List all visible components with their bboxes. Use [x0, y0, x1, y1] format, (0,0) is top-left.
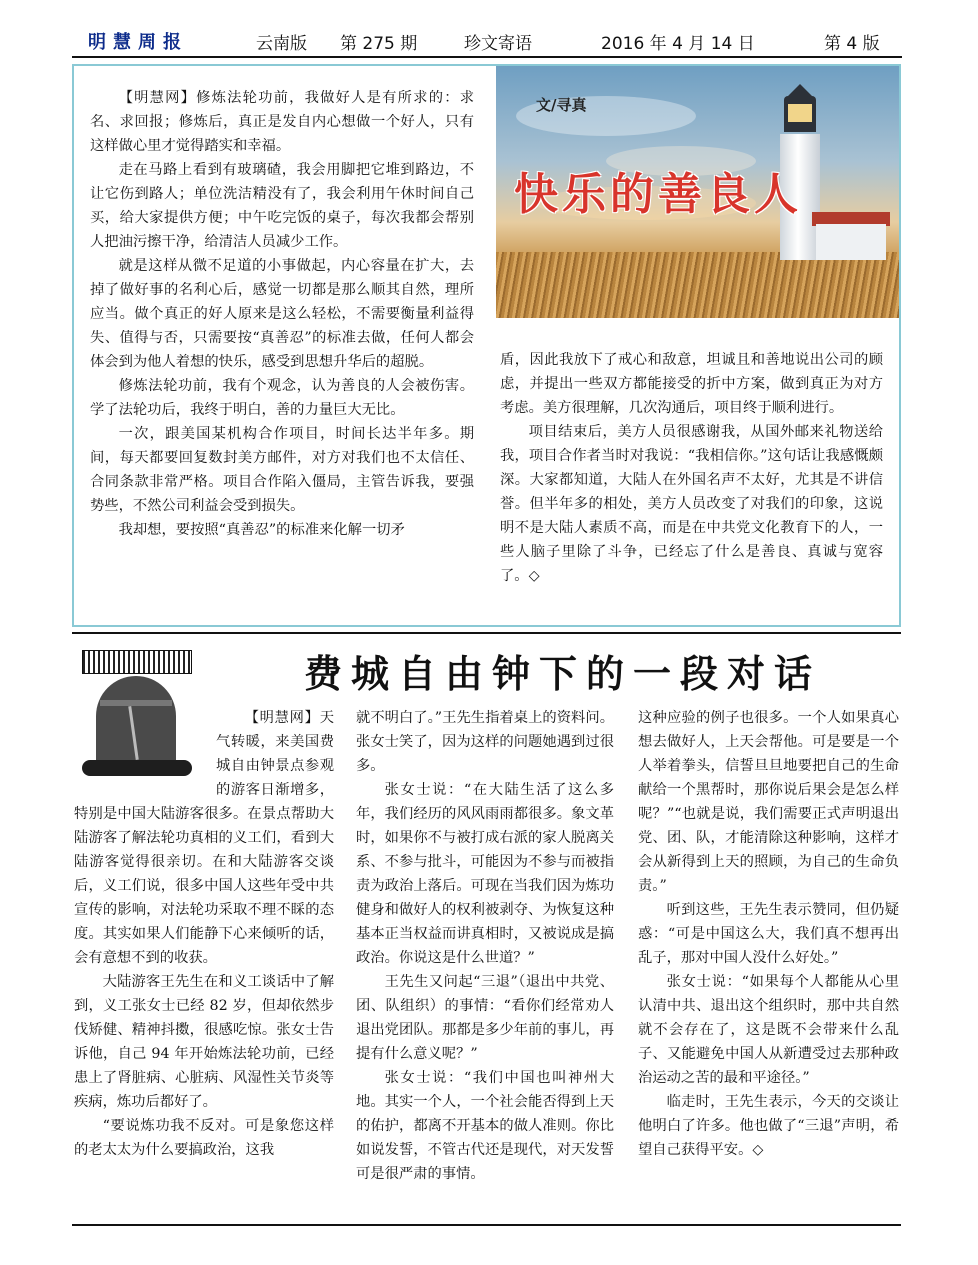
wheat-field: [496, 252, 899, 318]
paragraph: 王先生又问起“三退”（退出中共党、团、队组织）的事情：“看你们经常劝人退出党团队。那都是多少年前的事儿，再提有什么意义呢？”: [356, 974, 614, 1062]
paragraph: 就不明白了。”王先生指着桌上的资料问。张女士笑了，因为这样的问题她遇到过很多。: [356, 710, 614, 774]
article2-column-2: [356, 706, 614, 1186]
paragraph: 张女士说：“在大陆生活了这么多年，我们经历的风风雨雨都很多。象文革时，如果你不与被打成右派的家人脱离关系、不参与批斗，可能因为不参与而被指责为政治上落后。可现在当我们因为炼功健身和做好人的权利被剥夺、为恢复这种基本正当权益而讲真相时，又被说成是搞政治。你说这是什么世道？”: [356, 782, 614, 966]
paragraph: 张女士说：“如果每个人都能从心里认清中共、退出这个组织时，那中共自然就不会存在了，这是既不会带来什么乱子、又能避免中国人从新遭受过去那种政治运动之苦的最和平途径。”: [638, 974, 899, 1086]
paragraph: 临走时，王先生表示，今天的交谈让他明白了许多。他也做了“三退”声明，希望自己获得平安。◇: [638, 1094, 899, 1158]
paragraph: 项目结束后，美方人员很感谢我，从国外邮来礼物送给我，项目合作者当时对我说：“我相信你。”这句话让我感慨颇深。大家都知道，大陆人在外国名声不太好，尤其是不讲信誉。但半年多的相处，美方人员改变了对我们的印象，这说明不是大陆人素质不高，而是在中共党文化教育下的人，一些人脑子里除了斗争，已经忘了什么是善良、真诚与宽容了。◇: [500, 424, 883, 584]
article-title: 费城自由钟下的一段对话: [304, 652, 822, 696]
column-name: 珍文寄语: [464, 34, 532, 54]
paragraph: 盾，因此我放下了戒心和敌意，坦诚且和善地说出公司的顾虑，并提出一些双方都能接受的折中方案，做到真正为对方考虑。美方很理解，几次沟通后，项目终于顺利进行。: [500, 352, 883, 416]
article-title: 快乐的善良人: [514, 169, 802, 220]
paragraph: 这种应验的例子也很多。一个人如果真心想去做好人，上天会帮他。可是要是一个人举着拳头，信誓旦旦地要把自己的生命献给一个黑帮时，那你说后果会是怎么样呢？”“也就是说，我们需要正式声明退出党、团、队，才能清除这种影响，这样才会从新得到上天的照顾，为自己的生命负责。”: [638, 710, 899, 894]
issue-number: 第 275 期: [340, 34, 418, 54]
paragraph: 走在马路上看到有玻璃碴，我会用脚把它堆到路边，不让它伤到路人；单位洗洁精没有了，我会利用午休时间自己买，给大家提供方便；中午吃完饭的桌子，每次我都会帮别人把油污擦干净，给清洁人员减少工作。: [90, 162, 474, 250]
article1-right-column: [500, 348, 883, 588]
paragraph: 【明慧网】天气转暖，来美国费城自由钟景点参观的游客日渐增多，特别是中国大陆游客很多。在景点帮助大陆游客了解法轮功真相的义工们，看到大陆游客觉得很亲切。在和大陆游客交谈后，义工们说，很多中国人这些年受中共宣传的影响，对法轮功采取不理不睬的态度。其实如果人们能静下心来倾听的话，会有意想不到的收获。: [74, 710, 334, 966]
paragraph: “要说炼功我不反对。可是象您这样的老太太为什么要搞政治，这我: [74, 1118, 334, 1158]
article1-left-column: [90, 86, 474, 542]
paragraph: 一次，跟美国某机构合作项目，时间长达半年多。期间，每天都要回复数封美方邮件，对方对我们也不太信任、合同条款非常严格。项目合作陷入僵局，主管告诉我，要强势些，不然公司利益会受到损失。: [90, 426, 474, 514]
paragraph: 修炼法轮功前，我有个观念，认为善良的人会被伤害。学了法轮功后，我终于明白，善的力量巨大无比。: [90, 378, 474, 418]
issue-date: 2016 年 4 月 14 日: [601, 34, 755, 54]
keeper-house: [816, 224, 886, 260]
paragraph: 张女士说：“我们中国也叫神州大地。其实一个人，一个社会能否得到上天的佑护，都离不开基本的做人准则。你比如说发誓，不管古代还是现代，对天发誓可是很严肃的事情。: [356, 1070, 614, 1182]
paragraph: 我却想，要按照“真善忍”的标准来化解一切矛: [118, 522, 405, 538]
edition-label: 云南版: [256, 34, 307, 54]
paragraph: 【明慧网】修炼法轮功前，我做好人是有所求的：求名、求回报；修炼后，真正是发自内心想做一个好人，只有这样做心里才觉得踏实和幸福。: [90, 90, 474, 154]
paragraph: 大陆游客王先生在和义工谈话中了解到，义工张女士已经 82 岁，但却依然步伐矫健、精神抖擞，很感吃惊。张女士告诉他，自己 94 年开始炼法轮功前，已经患上了肾脏病、心脏病、风湿性关节炎等疾病，炼功后都好了。: [74, 974, 334, 1110]
section-divider: [72, 632, 901, 634]
page-number: 第 4 版: [824, 34, 880, 54]
paragraph: 听到这些，王先生表示赞同，但仍疑惑：“可是中国这么大，我们真不想再出乱子，那对中国人没什么好处。”: [638, 902, 899, 966]
article2-column-3: [638, 706, 899, 1162]
page-footer-rule: [72, 1224, 901, 1226]
lighthouse-image: [496, 66, 899, 318]
page-header: [72, 26, 902, 58]
article-byline: 文/寻真: [536, 96, 587, 114]
paragraph: 就是这样从微不足道的小事做起，内心容量在扩大，去掉了做好事的名利心后，感觉一切都是那么顺其自然，理所应当。做个真正的好人原来是这么轻松，不需要衡量利益得失、值得与否，只需要按“真善忍”的标准去做，任何人都会体会到为他人着想的快乐，感受到思想升华后的超脱。: [90, 258, 474, 370]
newspaper-brand: 明慧周报: [88, 32, 188, 53]
article2-column-1: [74, 706, 334, 1162]
